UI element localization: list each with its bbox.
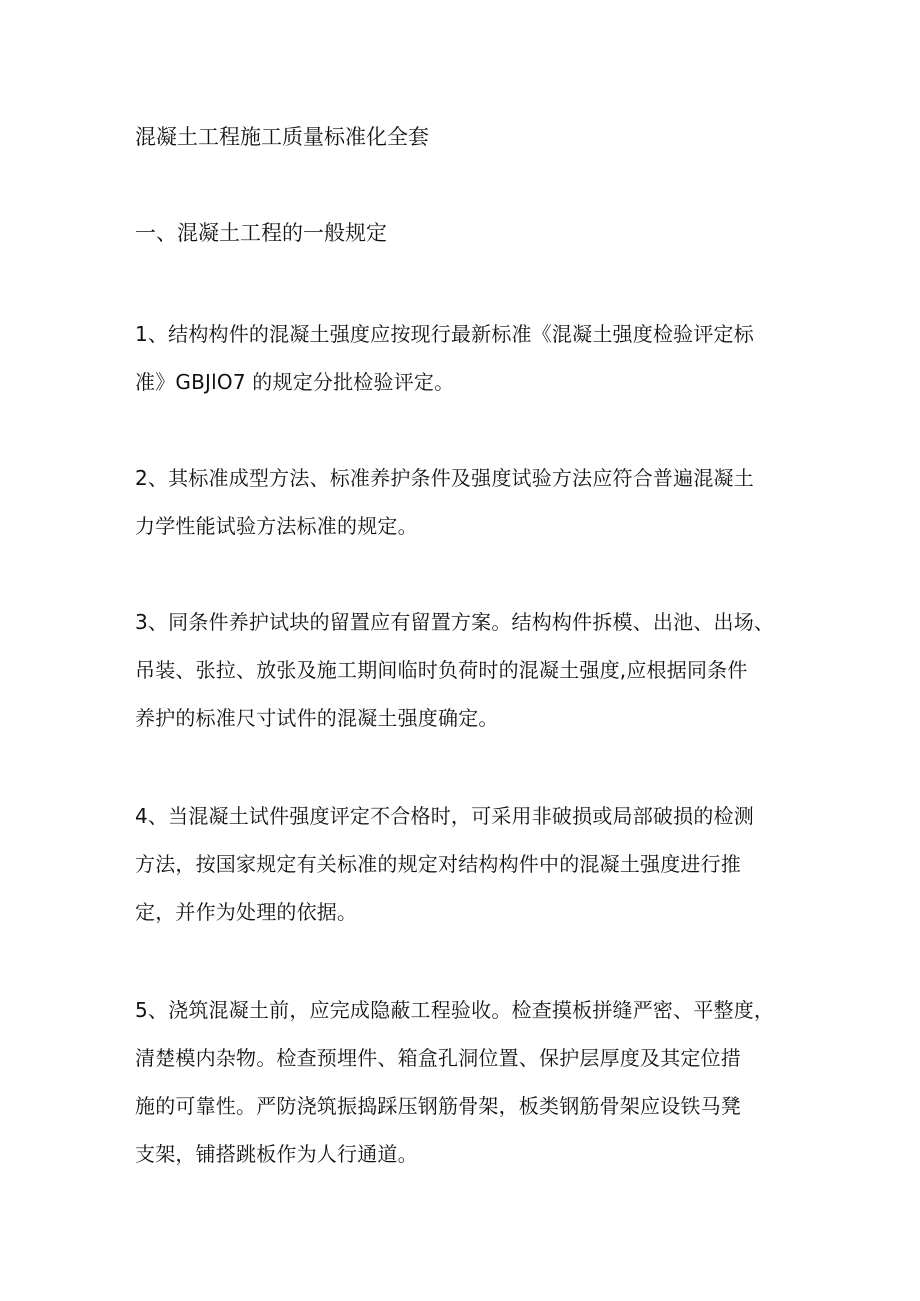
paragraph-line: 3、同条件养护试块的留置应有留置方案。结构构件拆模、出池、出场、 [135, 610, 775, 634]
paragraph-line: 5、浇筑混凝土前，应完成隐蔽工程验收。检查摸板拼缝严密、平整度， [135, 998, 775, 1022]
paragraph-line: 4、当混凝土试件强度评定不合格时，可采用非破损或局部破损的检测 [135, 804, 754, 828]
paragraph-3 [135, 598, 795, 742]
paragraph-line: 清楚模内杂物。检查预埋件、箱盒孔洞位置、保护层厚度及其定位措 [135, 1046, 741, 1070]
paragraph-5 [135, 986, 795, 1178]
paragraph-1 [135, 310, 795, 406]
paragraph-line: 1、结构构件的混凝土强度应按现行最新标准《混凝土强度检验评定标 [135, 322, 754, 346]
paragraph-line: 准》GBJlO7 的规定分批检验评定。 [135, 370, 455, 394]
document-title: 混凝土工程施工质量标准化全套 [135, 125, 429, 149]
paragraph-line: 养护的标准尺寸试件的混凝土强度确定。 [135, 706, 499, 730]
section-heading: 一、混凝土工程的一般规定 [135, 221, 387, 245]
paragraph-line: 定，并作为处理的依据。 [135, 900, 358, 924]
paragraph-4 [135, 792, 795, 936]
paragraph-line: 方法，按国家规定有关标准的规定对结构构件中的混凝土强度进行推 [135, 852, 741, 876]
paragraph-2 [135, 454, 795, 550]
paragraph-line: 力学性能试验方法标准的规定。 [135, 514, 418, 538]
paragraph-line: 支架，铺搭跳板作为人行通道。 [135, 1142, 418, 1166]
paragraph-line: 吊装、张拉、放张及施工期间临时负荷时的混凝土强度,应根据同条件 [135, 658, 748, 682]
paragraph-line: 2、其标准成型方法、标准养护条件及强度试验方法应符合普遍混凝土 [135, 466, 754, 490]
paragraph-line: 施的可靠性。严防浇筑振捣踩压钢筋骨架，板类钢筋骨架应设铁马凳 [135, 1094, 741, 1118]
